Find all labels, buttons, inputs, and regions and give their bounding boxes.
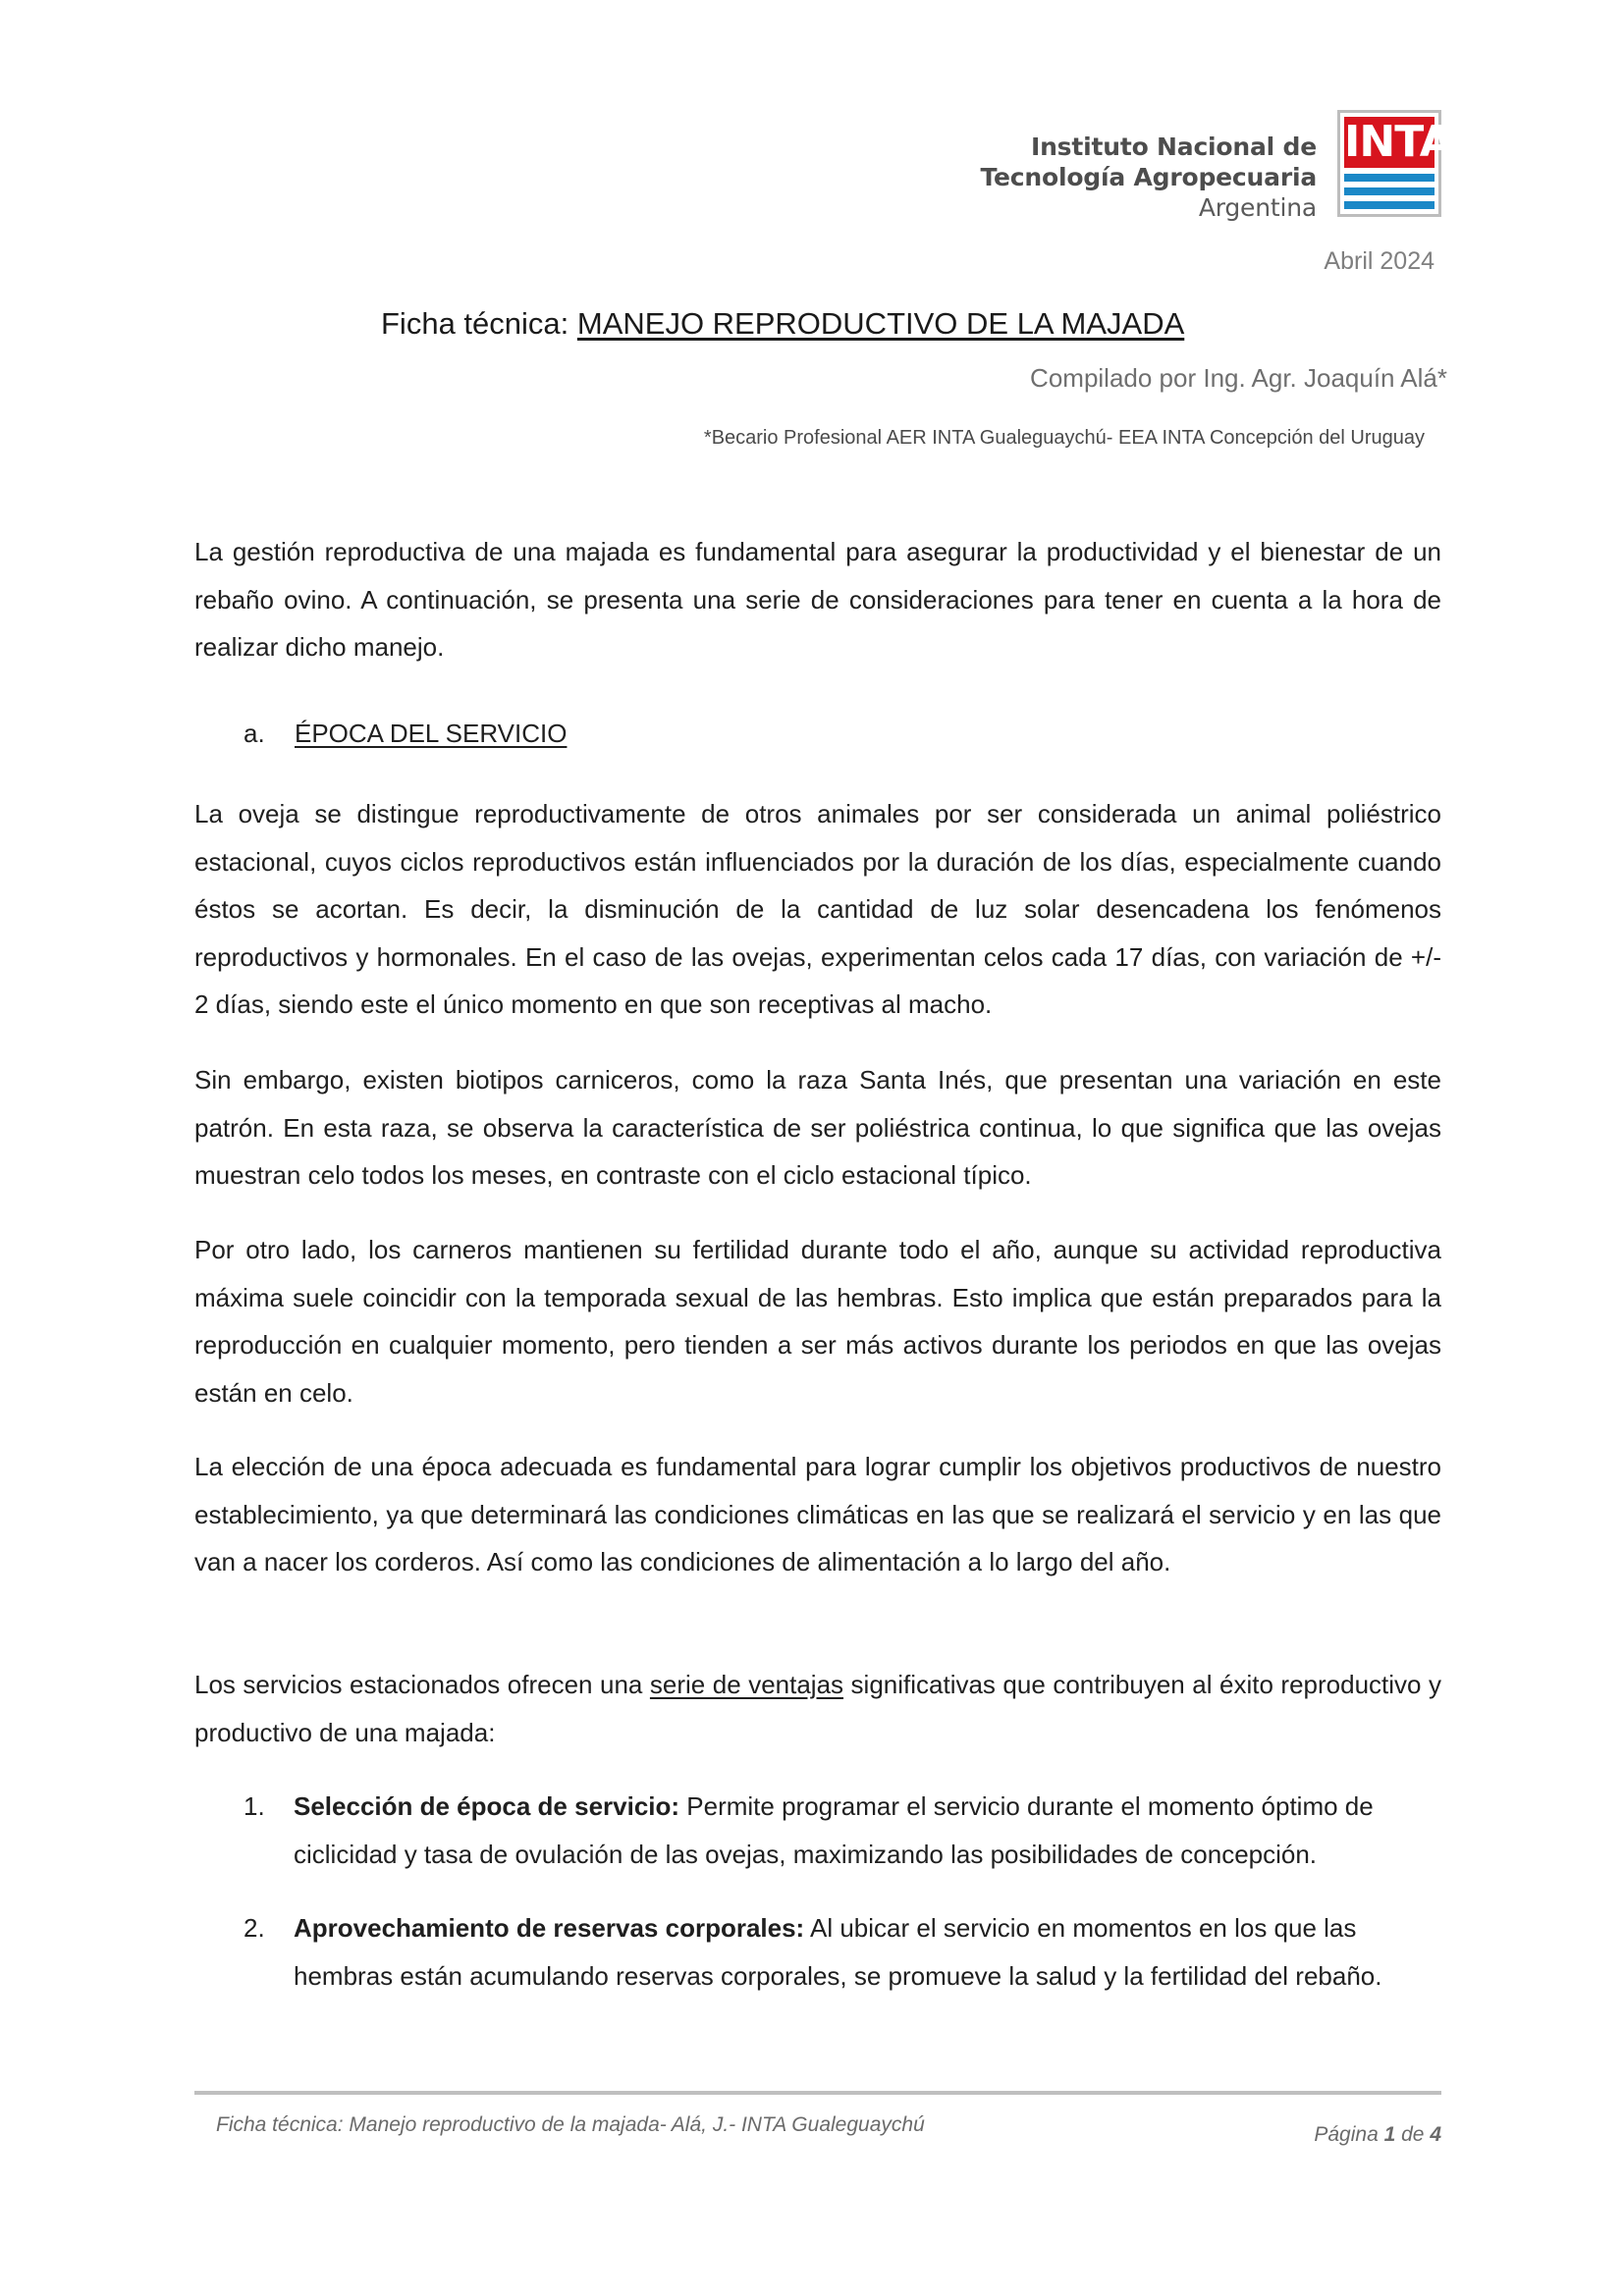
paragraph-3: Por otro lado, los carneros mantienen su fertilidad durante todo el año, aunque su actividad reproductiva máxima suele coincidir con la temporada sexual de las hembras. Esto implica que están preparados para la reproducción en cualquier momento, pero tienden a ser más activos durante los periodos en que las ovejas están en celo.: [194, 1235, 1441, 1408]
footer-citation: Ficha técnica: Manejo reproductivo de la majada- Alá, J.- INTA Gualeguaychú: [216, 2113, 925, 2136]
document-date: Abril 2024: [1324, 247, 1435, 275]
paragraph-1: La oveja se distingue reproductivamente de otros animales por ser considerada un animal poliéstrico estacional, cuyos ciclos reproductivos están influenciados por la duración de los días, especialmente cuando éstos se acortan. Es decir, la disminución de la cantidad de luz solar desencadena los fenómenos reproductivos y hormonales. En el caso de las ovejas, experimentan celos cada 17 días, con variación de +/- 2 días, siendo este el único momento en que son receptivas al macho.: [194, 799, 1441, 1019]
section-heading: [244, 719, 567, 749]
list-number: 1.: [244, 1791, 265, 1821]
page-label: Página: [1314, 2123, 1384, 2146]
page-total: 4: [1430, 2123, 1441, 2146]
list-item-description: Al ubicar el servicio en momentos en los que las hembras están acumulando reservas corporales, se promueve la salud y la fertilidad del rebaño.: [294, 1913, 1382, 1991]
page-of-label: de: [1395, 2123, 1431, 2146]
advantages-link: serie de ventajas: [649, 1670, 844, 1699]
section-title: ÉPOCA DEL SERVICIO: [295, 719, 568, 748]
advantages-after: significativas que contribuyen al éxito reproductivo y productivo de una majada:: [194, 1670, 1441, 1747]
org-name-line2: Tecnología Agropecuaria: [980, 163, 1317, 191]
paragraph-4: La elección de una época adecuada es fundamental para lograr cumplir los objetivos productivos de nuestro establecimiento, ya que determinará las condiciones climáticas en las que se realizará el servicio y en las que van a nacer los corderos. Así como las condiciones de alimentación a lo largo del año.: [194, 1452, 1441, 1576]
intro-paragraph: La gestión reproductiva de una majada es fundamental para asegurar la productividad y el bienestar de un rebaño ovino. A continuación, se presenta una serie de consideraciones para tener en cuenta a la hora de realizar dicho manejo.: [194, 537, 1441, 662]
org-name: [980, 132, 1317, 223]
title-main: MANEJO REPRODUCTIVO DE LA MAJADA: [576, 306, 1185, 341]
page-current: 1: [1383, 2123, 1396, 2146]
paragraph-2: Sin embargo, existen biotipos carniceros, como la raza Santa Inés, que presentan una variación en este patrón. En esta raza, se observa la característica de ser poliéstrica continua, lo que significa que las ovejas muestran celo todos los meses, en contraste con el ciclo estacional típico.: [194, 1065, 1441, 1190]
logo-stripe-bottom: [1344, 201, 1435, 209]
author-affiliation: *Becario Profesional AER INTA Gualeguaychú- EEA INTA Concepción del Uruguay: [703, 427, 1425, 449]
list-item-term: Selección de época de servicio:: [294, 1791, 680, 1821]
list-text: [294, 1783, 1441, 1879]
list-item-description: Permite programar el servicio durante el momento óptimo de ciclicidad y tasa de ovulación de las ovejas, maximizando las posibilidades de concepción.: [294, 1791, 1374, 1869]
logo-stripe-top: [1344, 174, 1435, 182]
page-number: [1314, 2123, 1441, 2147]
list-text: [294, 1904, 1441, 2001]
advantages-intro: [194, 1661, 1441, 1756]
section-letter: a.: [244, 719, 265, 748]
title-prefix: Ficha técnica:: [381, 306, 577, 341]
list-number: 2.: [244, 1913, 265, 1943]
list-item: [244, 1904, 1441, 2001]
org-name-line1: Instituto Nacional de: [1030, 133, 1317, 161]
list-item-term: Aprovechamiento de reservas corporales:: [294, 1913, 805, 1943]
advantages-before: Los servicios estacionados ofrecen una: [194, 1670, 650, 1699]
page-title: [381, 306, 1184, 342]
logo-stripe-middle: [1344, 187, 1435, 195]
inta-logo: [1337, 110, 1452, 217]
compiled-by: Compilado por Ing. Agr. Joaquín Alá*: [1030, 363, 1447, 393]
footer-divider: [194, 2091, 1441, 2095]
inta-logo-word: INTA: [1344, 117, 1452, 167]
list-item: [244, 1783, 1441, 1879]
org-name-line3: Argentina: [1198, 193, 1317, 222]
